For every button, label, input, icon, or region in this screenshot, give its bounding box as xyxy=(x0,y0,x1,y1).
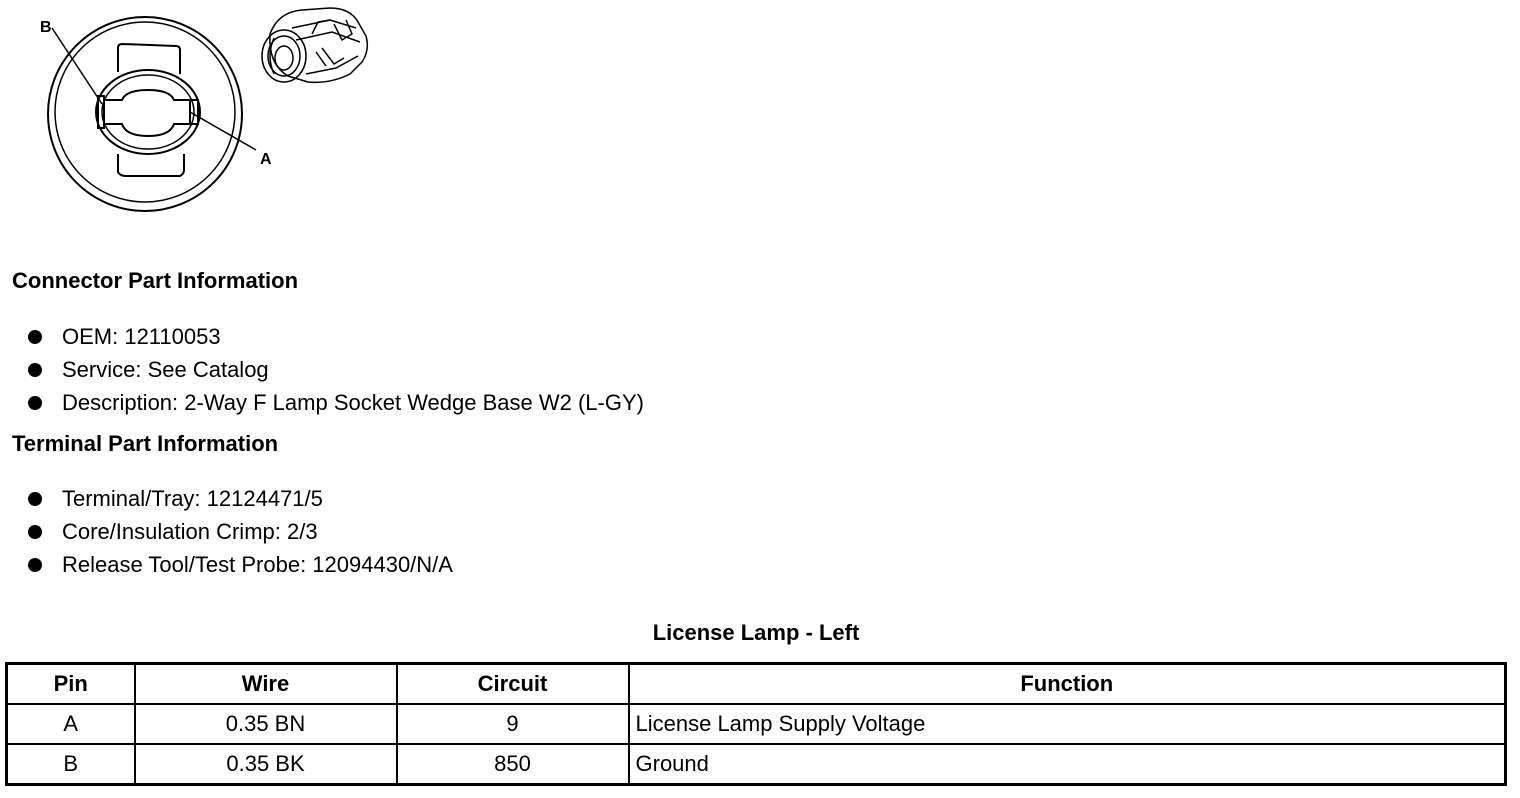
bullet-icon xyxy=(28,525,42,539)
list-item xyxy=(28,548,453,581)
table-header-row xyxy=(7,664,1506,705)
connector-service: Service: See Catalog xyxy=(62,357,269,382)
list-item xyxy=(28,515,453,548)
connector-oem: OEM: 12110053 xyxy=(62,324,221,349)
list-item xyxy=(28,482,453,515)
connector-face-view xyxy=(48,17,256,211)
terminal-crimp: Core/Insulation Crimp: 2/3 xyxy=(62,519,318,544)
pin-table xyxy=(5,662,1507,786)
bullet-icon xyxy=(28,492,42,506)
terminal-tray: Terminal/Tray: 12124471/5 xyxy=(62,486,323,511)
header-wire: Wire xyxy=(135,664,397,705)
pin-b-label: B xyxy=(40,19,52,36)
bullet-icon xyxy=(28,558,42,572)
cell-pin: B xyxy=(7,744,135,785)
table-row xyxy=(7,704,1506,744)
cell-function: License Lamp Supply Voltage xyxy=(629,704,1506,744)
cell-circuit: 850 xyxy=(397,744,629,785)
table-row xyxy=(7,744,1506,785)
header-function: Function xyxy=(629,664,1506,705)
list-item xyxy=(28,386,644,419)
connector-diagram xyxy=(30,4,390,216)
cell-wire: 0.35 BN xyxy=(135,704,397,744)
connector-perspective-view xyxy=(262,8,367,82)
cell-function: Ground xyxy=(629,744,1506,785)
cell-circuit: 9 xyxy=(397,704,629,744)
header-pin: Pin xyxy=(7,664,135,705)
connector-part-info-heading: Connector Part Information xyxy=(12,268,299,293)
list-item xyxy=(28,320,644,353)
terminal-part-info-list xyxy=(28,482,453,581)
list-item xyxy=(28,353,644,386)
bullet-icon xyxy=(28,363,42,377)
connector-description: Description: 2-Way F Lamp Socket Wedge Base W2 (L-GY) xyxy=(62,390,644,415)
terminal-release-tool: Release Tool/Test Probe: 12094430/N/A xyxy=(62,552,453,577)
cell-wire: 0.35 BK xyxy=(135,744,397,785)
cell-pin: A xyxy=(7,704,135,744)
bullet-icon xyxy=(28,330,42,344)
table-title: License Lamp - Left xyxy=(652,620,860,645)
pin-a-label: A xyxy=(260,151,272,168)
bullet-icon xyxy=(28,396,42,410)
header-circuit: Circuit xyxy=(397,664,629,705)
connector-part-info-list xyxy=(28,320,644,419)
terminal-part-info-heading: Terminal Part Information xyxy=(12,431,279,456)
